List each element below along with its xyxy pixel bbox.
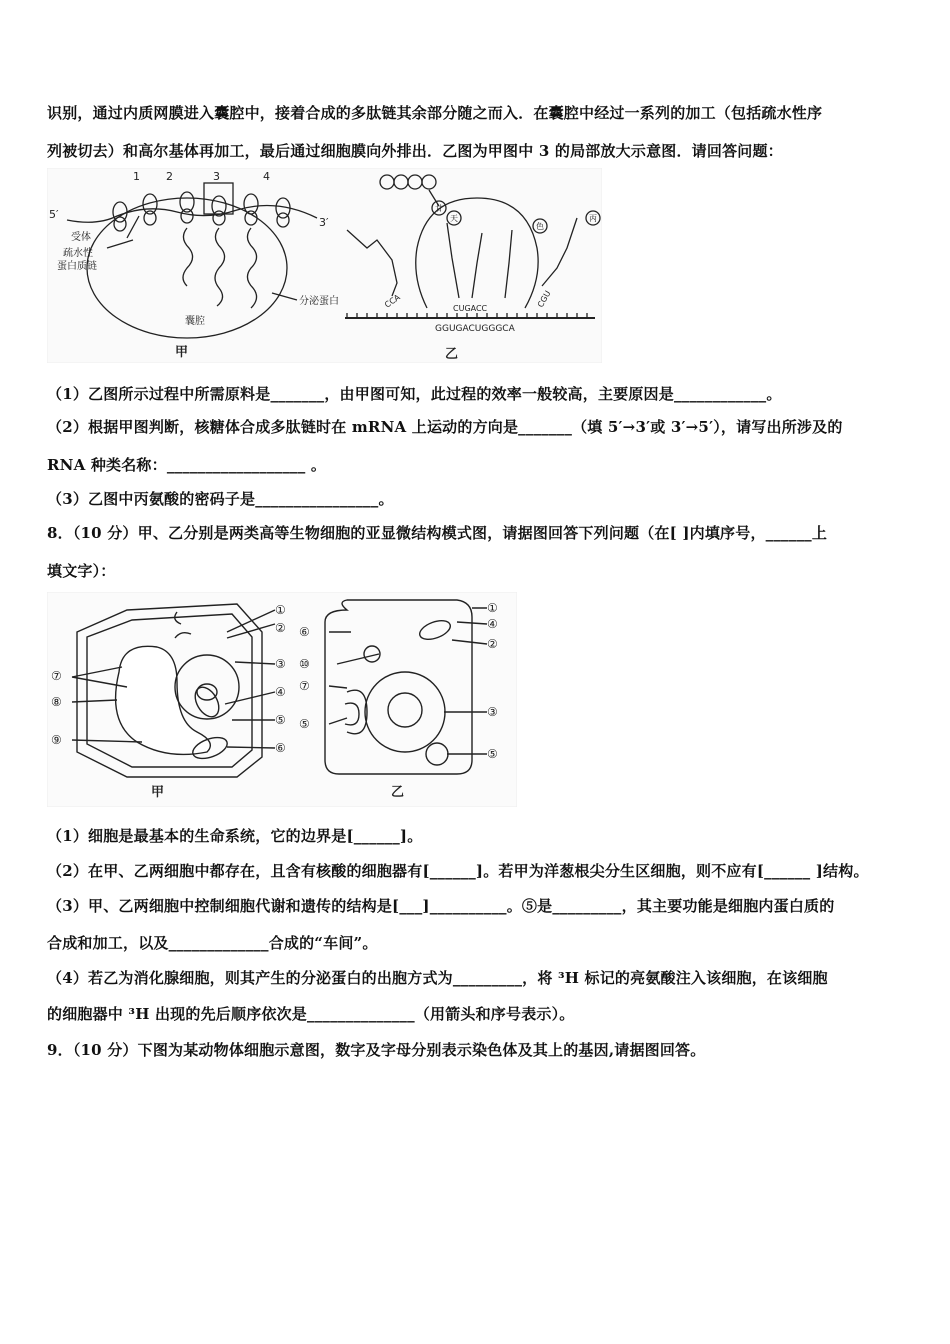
q8-part-3: （3）甲、乙两细胞中控制细胞代谢和遗传的结构是[___]__________。⑤是_________，其主要功能是细胞内蛋白质的 bbox=[47, 897, 835, 915]
jia-five-prime: 5′ bbox=[49, 208, 59, 221]
yi-cell-label-4: ④ bbox=[487, 617, 498, 631]
q8-part-2: （2）在甲、乙两细胞中都存在，且含有核酸的细胞器有[______]。若甲为洋葱根尖分生区细胞，则不应有[______ ]结构。 bbox=[47, 862, 869, 880]
q8-part-4b: 的细胞器中 ³H 出现的先后顺序依次是______________（用箭头和序号表示）。 bbox=[47, 1005, 575, 1023]
jia-cell-label-7: ⑦ bbox=[51, 669, 62, 683]
yi-anticodon-mid: CUGACC bbox=[453, 304, 488, 313]
jia-cell-label-9: ⑨ bbox=[51, 733, 62, 747]
q8-part-1: （1）细胞是最基本的生命系统，它的边界是[______]。 bbox=[47, 827, 423, 845]
jia-cell-label-5: ⑤ bbox=[275, 713, 286, 727]
jia-three-prime: 3′ bbox=[319, 216, 329, 229]
jia-receptor: 受体 bbox=[71, 232, 91, 243]
yi-anticodon-right: CGU bbox=[535, 289, 553, 309]
yi-aa-se: 色 bbox=[536, 222, 544, 231]
yi-mrna: GGUGACUGGGCA bbox=[435, 324, 515, 334]
figure-2 bbox=[47, 592, 517, 807]
yi-aa-gan: 甘 bbox=[435, 204, 443, 213]
yi-anticodon-left: CCA bbox=[382, 292, 402, 310]
q8-part-4: （4）若乙为消化腺细胞，则其产生的分泌蛋白的出胞方式为_________，将 ³H 标记的亮氨酸注入该细胞，在该细胞 bbox=[47, 969, 828, 987]
yi-cell-label-5-left: ⑤ bbox=[299, 717, 310, 731]
jia-cell-label-4: ④ bbox=[275, 685, 286, 699]
jia-cell-label-2: ② bbox=[275, 621, 286, 635]
jia-number-4: 4 bbox=[263, 170, 270, 183]
q9-stem: 9．（10 分）下图为某动物体细胞示意图，数字及字母分别表示染色体及其上的基因,请据图回答。 bbox=[47, 1041, 706, 1059]
yi-cell-label-6: ⑥ bbox=[299, 625, 310, 639]
jia-number-2: 2 bbox=[166, 170, 173, 183]
yi-cell-label-3: ③ bbox=[487, 705, 498, 719]
jia-secretory: 分泌蛋白 bbox=[299, 296, 339, 307]
q8-part-3b: 合成和加工，以及_____________合成的“车间”。 bbox=[47, 934, 378, 952]
yi-cell-label-2: ② bbox=[487, 637, 498, 651]
jia-number-1: 1 bbox=[133, 170, 140, 183]
yi-cell-label-10: ⑩ bbox=[299, 657, 310, 671]
q7-part-2: （2）根据甲图判断，核糖体合成多肽链时在 mRNA 上运动的方向是_______（填 5′→3′或 3′→5′），请写出所涉及的 bbox=[47, 418, 843, 436]
q8-stem-1: 8．（10 分）甲、乙分别是两类高等生物细胞的亚显微结构模式图，请据图回答下列问题（在[ ]内填序号，______上 bbox=[47, 524, 828, 542]
yi-aa-bing: 丙 bbox=[589, 214, 597, 223]
yi-caption: 乙 bbox=[445, 347, 459, 362]
jia-cell-label-6: ⑥ bbox=[275, 741, 286, 755]
yi-aa-tian: 天 bbox=[450, 214, 458, 223]
jia-lumen: 囊腔 bbox=[185, 316, 205, 327]
q7-part-1: （1）乙图所示过程中所需原料是_______，由甲图可知，此过程的效率一般较高，主要原因是____________。 bbox=[47, 385, 782, 403]
yi-cell-caption: 乙 bbox=[391, 785, 405, 800]
jia-hydrophobic-2: 蛋白质链 bbox=[57, 261, 97, 272]
jia-cell-caption: 甲 bbox=[151, 785, 165, 800]
jia-number-3: 3 bbox=[213, 170, 220, 183]
intro-line-2: 列被切去）和高尔基体再加工，最后通过细胞膜向外排出．乙图为甲图中 3 的局部放大示意图．请回答问题： bbox=[47, 142, 783, 160]
intro-line-1: 识别，通过内质网膜进入囊腔中，接着合成的多肽链其余部分随之而入．在囊腔中经过一系列的加工（包括疏水性序 bbox=[47, 104, 823, 122]
q7-part-3: （3）乙图中丙氨酸的密码子是________________。 bbox=[47, 490, 394, 508]
jia-hydrophobic-1: 疏水性 bbox=[63, 248, 93, 259]
q7-part-2b: RNA 种类名称：__________________ 。 bbox=[47, 456, 327, 474]
yi-cell-label-1: ① bbox=[487, 601, 498, 615]
figure-1 bbox=[47, 168, 602, 363]
q8-stem-2: 填文字）： bbox=[47, 562, 116, 580]
jia-cell-label-8: ⑧ bbox=[51, 695, 62, 709]
yi-cell-label-7: ⑦ bbox=[299, 679, 310, 693]
jia-cell-label-1: ① bbox=[275, 603, 286, 617]
jia-cell-label-3: ③ bbox=[275, 657, 286, 671]
jia-caption: 甲 bbox=[175, 345, 189, 360]
yi-cell-label-5-right: ⑤ bbox=[487, 747, 498, 761]
